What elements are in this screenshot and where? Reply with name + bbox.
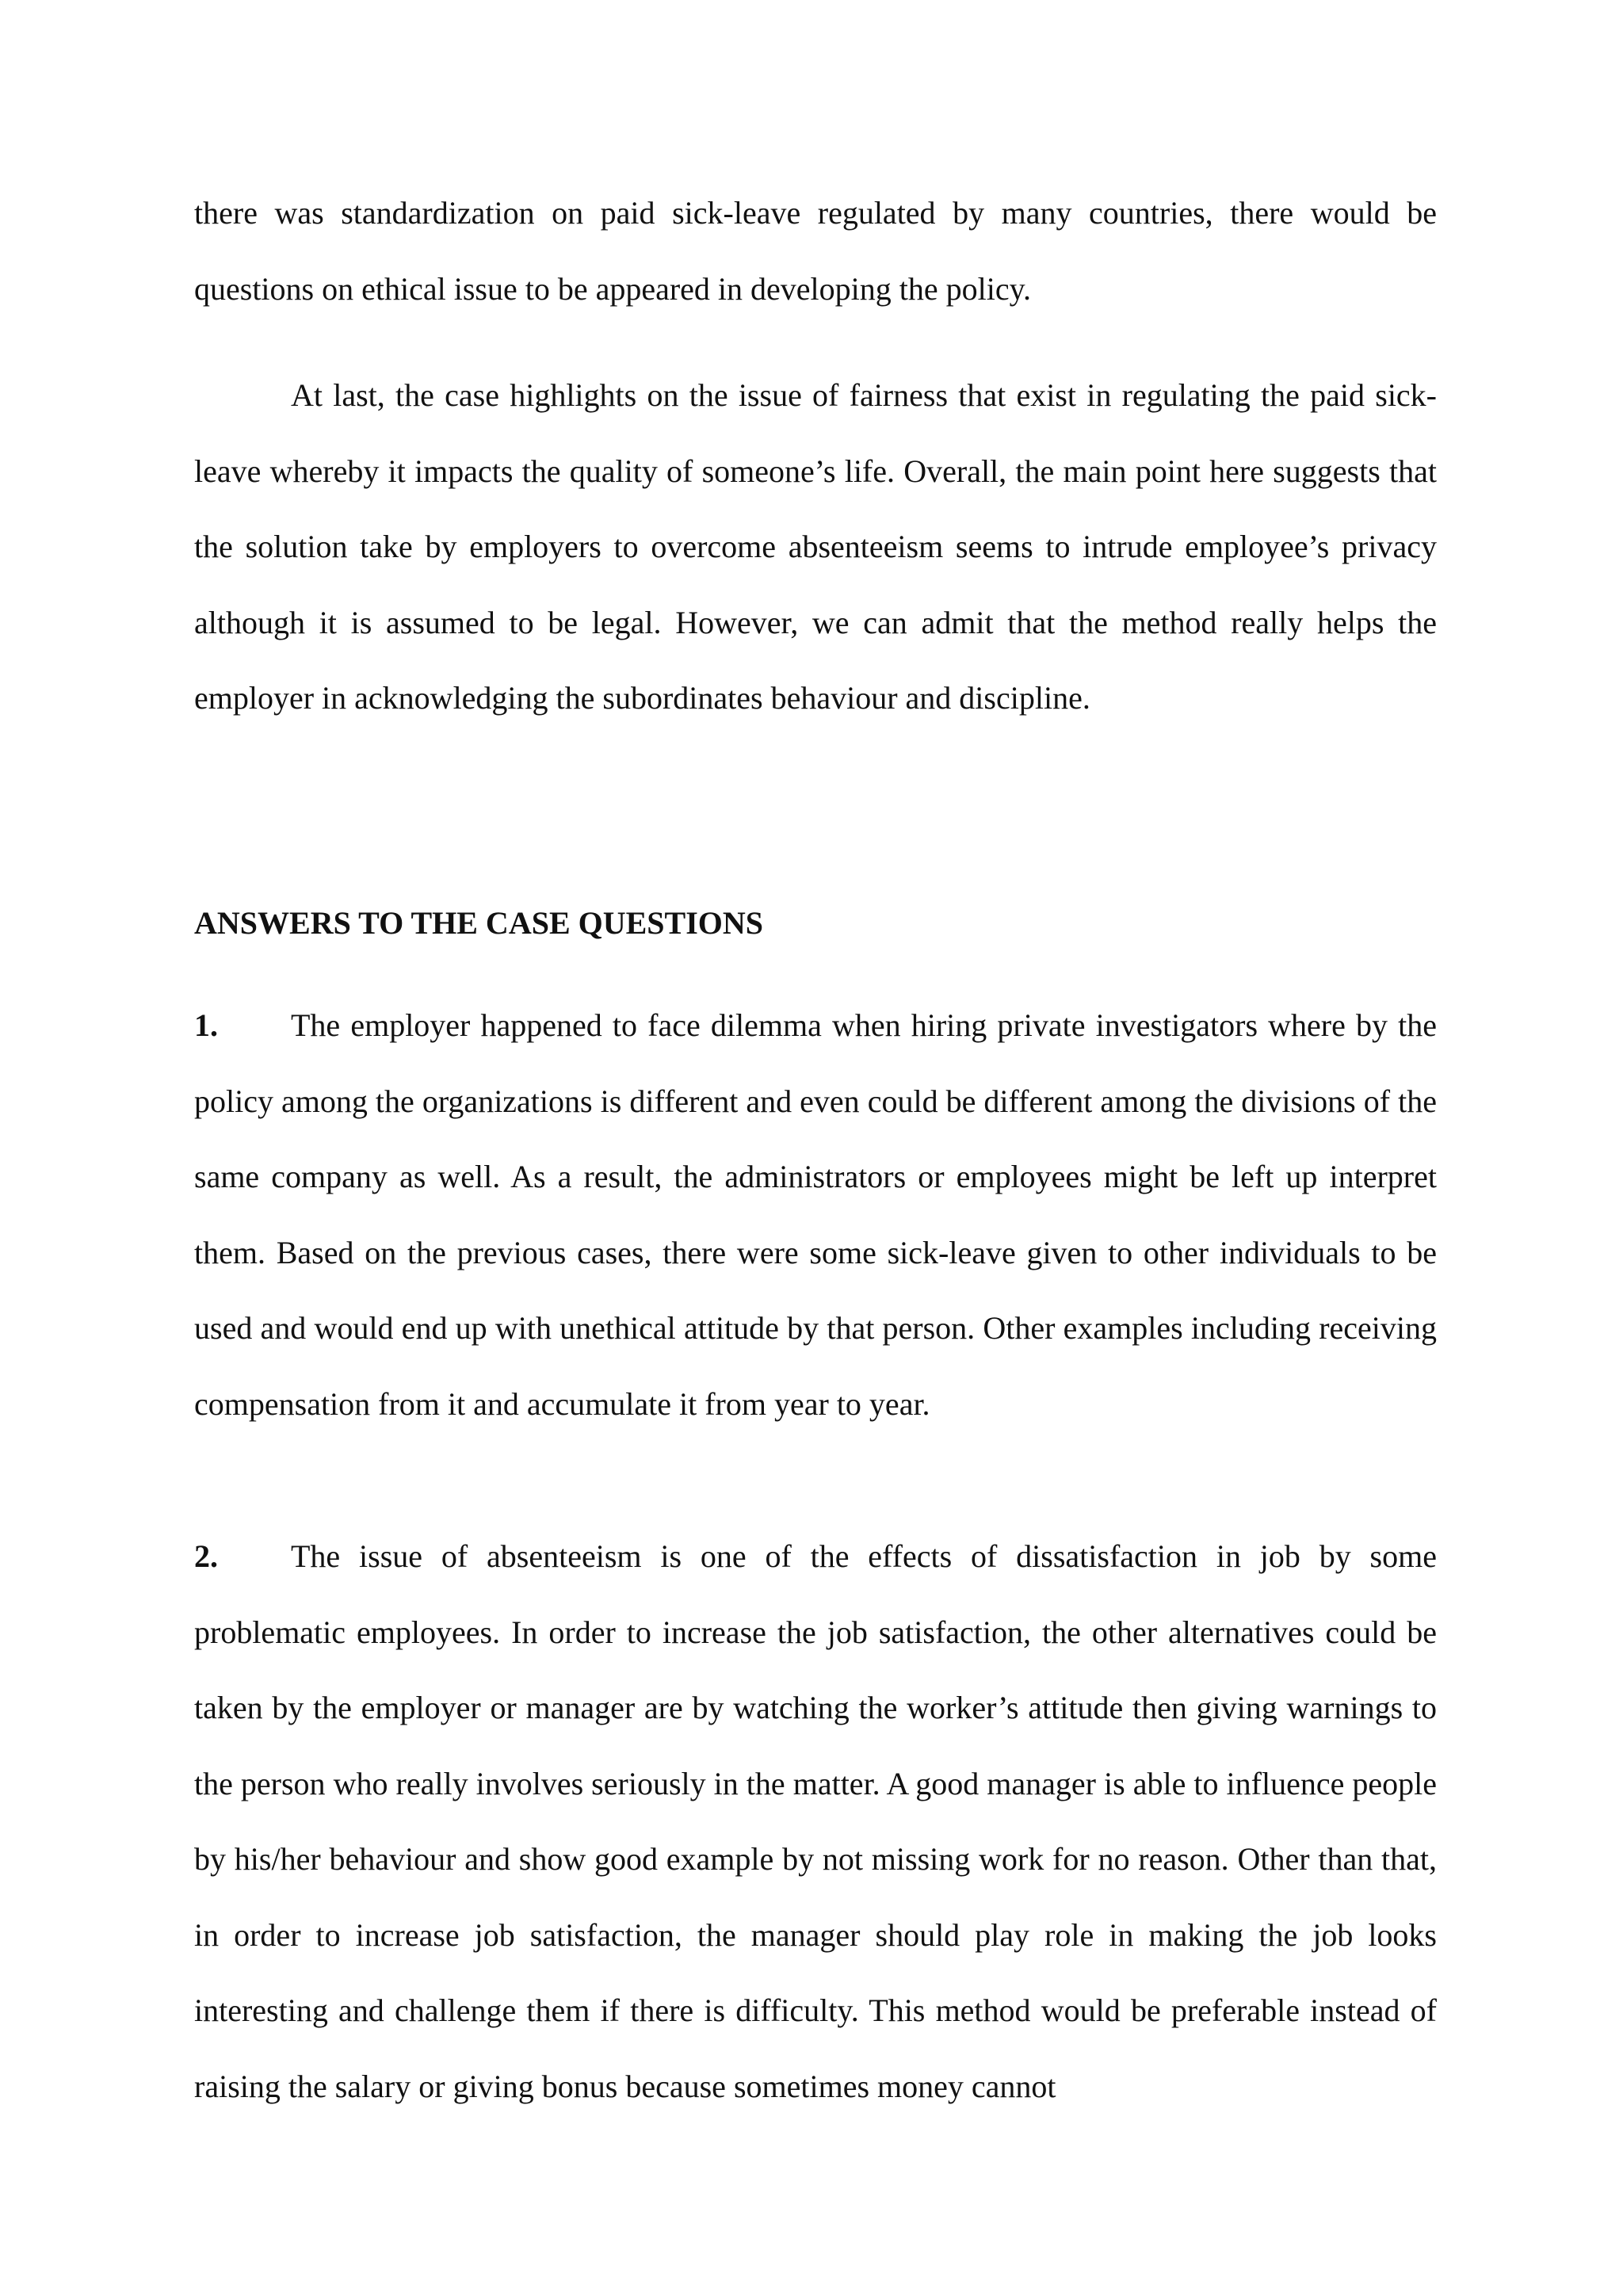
answer-number: 1.: [194, 1007, 218, 1043]
conclusion-paragraph: At last, the case highlights on the issue of fairness that exist in regulating the paid sick-leave whereby it impacts the quality of someone’s life. Overall, the main point here suggests that the solution take by employers to overcome absenteeism seems to intrude employee’s privacy although it is assumed to be legal. However, we can admit that the method really helps the employer in acknowledging the subordinates behaviour and discipline.: [194, 377, 1437, 716]
conclusion-text-block: [194, 357, 1437, 736]
answer-text: The employer happened to face dilemma when hiring private investigators where by the policy among the organizations is different and even could be different among the divisions of the same company as well. As a result, the administrators or employees might be left up interpret them. Based on the previous cases, there were some sick-leave given to other individuals to be used and would end up with unethical attitude by that person. Other examples including receiving compensation from it and accumulate it from year to year.: [194, 1007, 1437, 1422]
answer-text: The issue of absenteeism is one of the effects of dissatisfaction in job by some problematic employees. In order to increase the job satisfaction, the other alternatives could be taken by the employer or manager are by watching the worker’s attitude then giving warnings to the person who really involves seriously in the matter. A good manager is able to influence people by his/her behaviour and show good example by not missing work for no reason. Other than that, in order to increase job satisfaction, the manager should play role in making the job looks interesting and challenge them if there is difficulty. This method would be preferable instead of raising the salary or giving bonus because sometimes money cannot: [194, 1538, 1437, 2104]
answer-number: 2.: [194, 1538, 218, 1574]
section-heading: ANSWERS TO THE CASE QUESTIONS: [194, 905, 764, 941]
answer-item-2: [194, 1519, 1437, 2124]
answer-item-1: [194, 988, 1437, 1442]
continued-paragraph: there was standardization on paid sick-leave regulated by many countries, there would be questions on ethical issue to be appeared in developing the policy.: [194, 195, 1437, 307]
intro-text-block: [194, 175, 1437, 327]
